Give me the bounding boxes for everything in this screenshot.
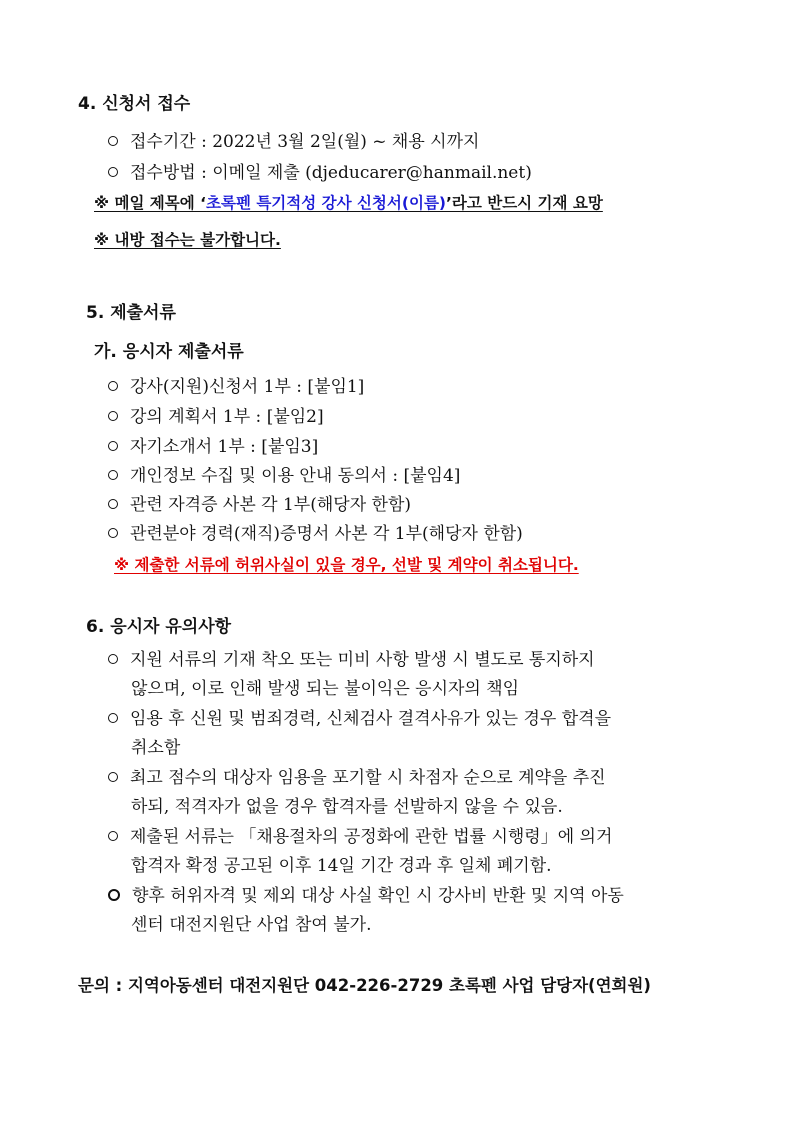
list-item: 자기소개서 1부 : [붙임3] bbox=[108, 436, 318, 458]
circle-bullet-icon bbox=[108, 167, 118, 177]
section-5-subtitle: 가. 응시자 제출서류 bbox=[94, 342, 244, 362]
circle-bullet-icon bbox=[108, 441, 118, 451]
list-item: 관련 자격증 사본 각 1부(해당자 한함) bbox=[108, 494, 411, 516]
list-item: 제출된 서류는 「채용절차의 공정화에 관한 법률 시행령」에 의거 bbox=[108, 826, 612, 848]
section-4-title: 4. 신청서 접수 bbox=[78, 94, 191, 114]
list-item: 강사(지원)신청서 1부 : [붙임1] bbox=[108, 376, 364, 398]
list-item-continuation: 않으며, 이로 인해 발생 되는 불이익은 응시자의 책임 bbox=[131, 679, 520, 699]
circle-bullet-icon bbox=[108, 889, 120, 901]
section-5-title: 5. 제출서류 bbox=[86, 303, 176, 323]
circle-bullet-icon bbox=[108, 831, 118, 841]
list-item: 개인정보 수집 및 이용 안내 동의서 : [붙임4] bbox=[108, 465, 460, 487]
list-item-continuation: 취소함 bbox=[131, 738, 181, 758]
circle-bullet-icon bbox=[108, 411, 118, 421]
circle-bullet-icon bbox=[108, 713, 118, 723]
circle-bullet-icon bbox=[108, 772, 118, 782]
list-item: 임용 후 신원 및 범죄경력, 신체검사 결격사유가 있는 경우 합격을 bbox=[108, 708, 611, 730]
visit-note: ※ 내방 접수는 불가합니다. bbox=[94, 231, 281, 249]
circle-bullet-icon bbox=[108, 499, 118, 509]
list-item-continuation: 합격자 확정 공고된 이후 14일 기간 경과 후 일체 폐기함. bbox=[131, 856, 552, 876]
list-item: 관련분야 경력(재직)증명서 사본 각 1부(해당자 한함) bbox=[108, 523, 523, 545]
list-item-continuation: 센터 대전지원단 사업 참여 불가. bbox=[131, 915, 372, 935]
list-item: 접수기간 : 2022년 3월 2일(월) ~ 채용 시까지 bbox=[108, 131, 479, 153]
email-subject-note: ※ 메일 제목에 ‘초록펜 특기적성 강사 신청서(이름)’라고 반드시 기재 요망 bbox=[94, 194, 603, 212]
circle-bullet-icon bbox=[108, 470, 118, 480]
list-item: 향후 허위자격 및 제외 대상 사실 확인 시 강사비 반환 및 지역 아동 bbox=[108, 885, 624, 907]
circle-bullet-icon bbox=[108, 654, 118, 664]
section-6-title: 6. 응시자 유의사항 bbox=[86, 617, 232, 637]
contact-info: 문의 : 지역아동센터 대전지원단 042-226-2729 초록펜 사업 담당자(연희원) bbox=[78, 976, 651, 995]
false-info-warning: ※ 제출한 서류에 허위사실이 있을 경우, 선발 및 계약이 취소됩니다. bbox=[114, 556, 579, 574]
circle-bullet-icon bbox=[108, 528, 118, 538]
circle-bullet-icon bbox=[108, 381, 118, 391]
list-item: 최고 점수의 대상자 임용을 포기할 시 차점자 순으로 계약을 추진 bbox=[108, 767, 606, 789]
circle-bullet-icon bbox=[108, 136, 118, 146]
list-item: 강의 계획서 1부 : [붙임2] bbox=[108, 406, 324, 428]
list-item-continuation: 하되, 적격자가 없을 경우 합격자를 선발하지 않을 수 있음. bbox=[131, 797, 563, 817]
list-item: 지원 서류의 기재 착오 또는 미비 사항 발생 시 별도로 통지하지 bbox=[108, 649, 595, 671]
list-item: 접수방법 : 이메일 제출 (djeducarer@hanmail.net) bbox=[108, 162, 532, 184]
